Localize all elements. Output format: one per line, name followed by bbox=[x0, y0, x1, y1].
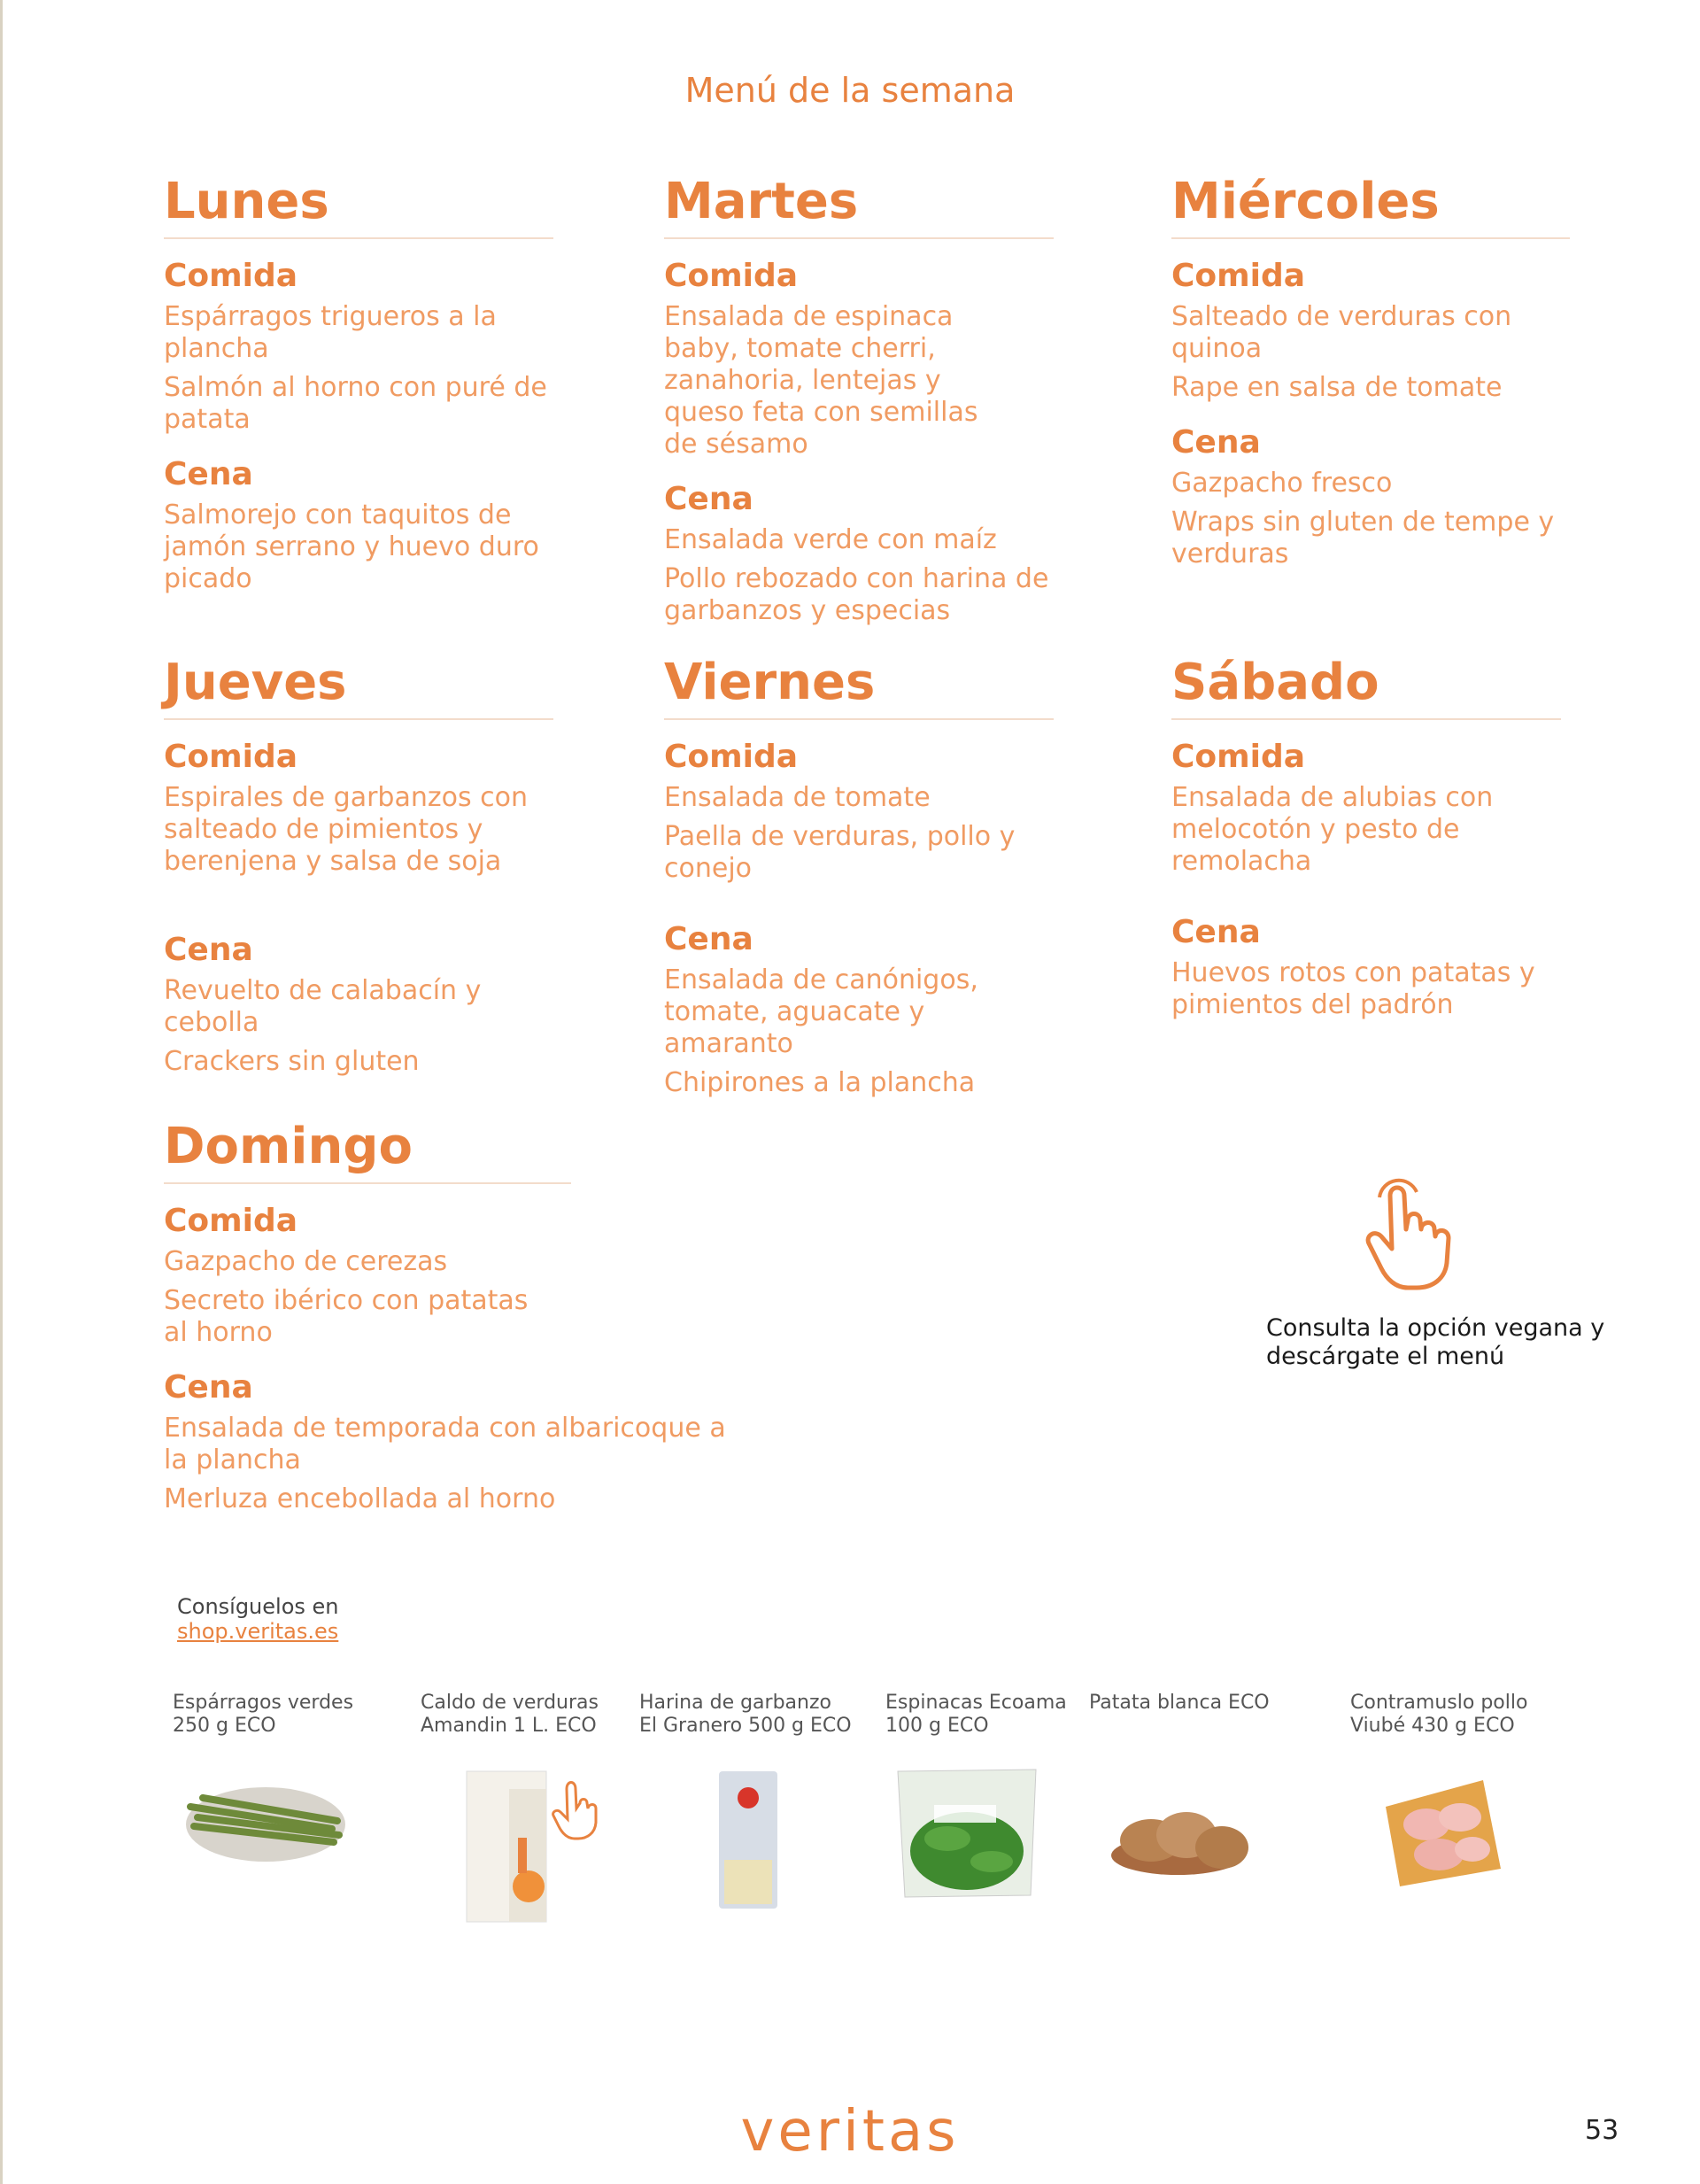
dish: Ensalada de espinaca baby, tomate cherri, zanahoria, lentejas y queso feta con semillas de sésamo bbox=[664, 301, 978, 460]
spinach-bag-image[interactable] bbox=[885, 1762, 1062, 1904]
product-name: Contramuslo pollo Viubé 430 g ECO bbox=[1350, 1692, 1528, 1737]
comida-label: Comida bbox=[1171, 258, 1306, 294]
shop-url-link[interactable]: shop.veritas.es bbox=[177, 1619, 339, 1644]
page-number: 53 bbox=[1585, 2115, 1619, 2146]
cena-label: Cena bbox=[164, 1369, 253, 1406]
broth-carton-image[interactable] bbox=[447, 1754, 624, 1931]
page-title: Menú de la semana bbox=[684, 71, 1016, 110]
comida-label: Comida bbox=[164, 1203, 298, 1239]
cena-label: Cena bbox=[1171, 914, 1261, 950]
dish: Salmón al horno con puré de patata bbox=[164, 372, 547, 435]
dish: Ensalada de temporada con albaricoque a la plancha bbox=[164, 1413, 726, 1475]
dish: Revuelto de calabacín y cebolla bbox=[164, 975, 482, 1038]
product-name: Caldo de verduras Amandin 1 L. ECO bbox=[421, 1692, 599, 1737]
dish: Wraps sin gluten de tempe y verduras bbox=[1171, 507, 1555, 569]
comida-label: Comida bbox=[164, 258, 298, 294]
chickpea-flour-image[interactable] bbox=[692, 1762, 869, 1913]
page-edge bbox=[0, 0, 3, 2184]
comida-label: Comida bbox=[664, 739, 799, 775]
day-lunes bbox=[164, 173, 553, 602]
product-name: Patata blanca ECO bbox=[1089, 1692, 1270, 1714]
product-item[interactable] bbox=[421, 1692, 633, 1738]
dish: Pollo rebozado con harina de garbanzos y especias bbox=[664, 563, 1049, 626]
product-name: Harina de garbanzo El Granero 500 g ECO bbox=[639, 1692, 852, 1737]
potato-image[interactable] bbox=[1098, 1789, 1275, 1895]
dish: Gazpacho de cerezas bbox=[164, 1246, 448, 1277]
asparagus-image[interactable] bbox=[182, 1762, 359, 1869]
comida-label: Comida bbox=[164, 739, 298, 775]
dish: Salteado de verduras con quinoa bbox=[1171, 301, 1512, 364]
cena-label: Cena bbox=[164, 456, 253, 492]
vegan-menu-link[interactable] bbox=[1266, 1178, 1620, 1371]
cena-label: Cena bbox=[164, 932, 253, 968]
product-name: Espinacas Ecoama 100 g ECO bbox=[885, 1692, 1067, 1737]
product-item[interactable] bbox=[885, 1692, 1098, 1738]
product-list bbox=[173, 1692, 1589, 1957]
brand-logo: veritas bbox=[740, 2099, 960, 2152]
product-name: Espárragos verdes 250 g ECO bbox=[173, 1692, 354, 1737]
dish: Rape en salsa de tomate bbox=[1171, 372, 1503, 403]
day-domingo bbox=[164, 1118, 739, 1522]
comida-label: Comida bbox=[1171, 739, 1306, 775]
day-name: Miércoles bbox=[1171, 173, 1570, 239]
cena-label: Cena bbox=[664, 481, 753, 517]
product-item[interactable] bbox=[1350, 1692, 1563, 1738]
cena-label: Cena bbox=[664, 921, 753, 957]
dish: Ensalada verde con maíz bbox=[664, 524, 997, 555]
day-sabado bbox=[1171, 654, 1561, 1028]
product-item[interactable] bbox=[1089, 1692, 1302, 1715]
hand-pointer-icon[interactable] bbox=[1355, 1178, 1479, 1293]
product-item[interactable] bbox=[639, 1692, 852, 1738]
dish: Salmorejo con taquitos de jamón serrano y huevo duro picado bbox=[164, 500, 539, 594]
day-miercoles bbox=[1171, 173, 1570, 577]
product-item[interactable] bbox=[173, 1692, 385, 1738]
dish: Merluza encebollada al horno bbox=[164, 1483, 556, 1514]
shop-label: Consíguelos en bbox=[177, 1594, 339, 1619]
day-name: Martes bbox=[664, 173, 1054, 239]
dish: Chipirones a la plancha bbox=[664, 1067, 976, 1098]
dish: Espirales de garbanzos con salteado de pimientos y berenjena y salsa de soja bbox=[164, 782, 529, 877]
dish: Ensalada de canónigos, tomate, aguacate y amaranto bbox=[664, 964, 978, 1059]
dish: Gazpacho fresco bbox=[1171, 468, 1393, 499]
cena-label: Cena bbox=[1171, 424, 1261, 461]
comida-label: Comida bbox=[664, 258, 799, 294]
day-name: Lunes bbox=[164, 173, 553, 239]
dish: Espárragos trigueros a la plancha bbox=[164, 301, 497, 364]
dish: Ensalada de alubias con melocotón y pesto de remolacha bbox=[1171, 782, 1494, 877]
chicken-thigh-image[interactable] bbox=[1368, 1771, 1545, 1895]
day-name: Sábado bbox=[1171, 654, 1561, 720]
day-viernes bbox=[664, 654, 1054, 1106]
day-name: Viernes bbox=[664, 654, 1054, 720]
cta-text[interactable]: Consulta la opción vegana y descárgate el menú bbox=[1266, 1314, 1605, 1370]
shop-link-box bbox=[177, 1594, 339, 1644]
dish: Paella de verduras, pollo y conejo bbox=[664, 821, 1016, 884]
day-name: Jueves bbox=[164, 654, 553, 720]
day-name: Domingo bbox=[164, 1118, 571, 1184]
dish: Ensalada de tomate bbox=[664, 782, 931, 813]
dish: Crackers sin gluten bbox=[164, 1046, 420, 1077]
day-jueves bbox=[164, 654, 553, 1085]
day-martes bbox=[664, 173, 1054, 634]
dish: Huevos rotos con patatas y pimientos del padrón bbox=[1171, 957, 1535, 1020]
dish: Secreto ibérico con patatas al horno bbox=[164, 1285, 529, 1348]
